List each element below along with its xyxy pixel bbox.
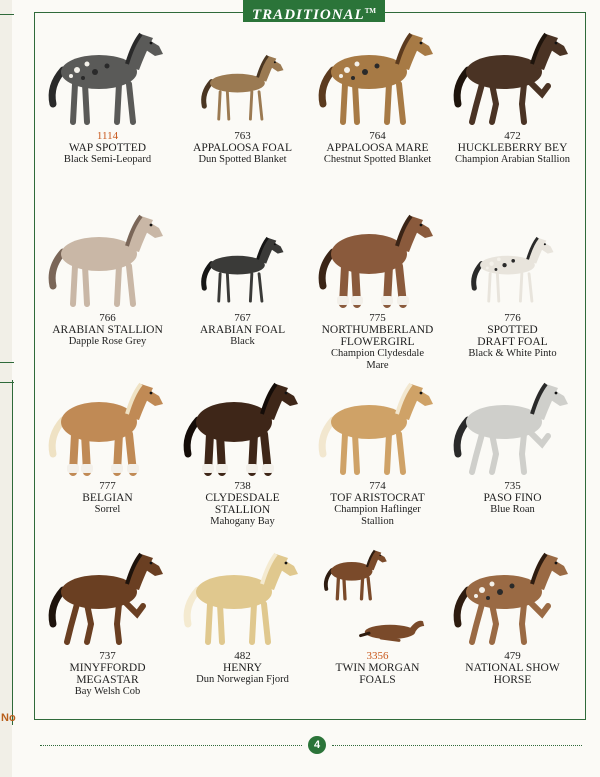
page-number: 4: [308, 736, 326, 754]
section-title: TRADITIONAL: [252, 7, 365, 23]
model-entry: [175, 206, 310, 374]
model-entry: [310, 544, 445, 714]
horse-model-image: [43, 206, 173, 310]
model-entry: [40, 206, 175, 374]
model-name: MINYFFORDD: [69, 662, 146, 674]
model-entry: [175, 24, 310, 206]
model-color-description: Champion Arabian Stallion: [455, 154, 570, 165]
model-name: TOF ARISTOCRAT: [330, 492, 425, 504]
horse-model-image: [313, 24, 443, 128]
model-name: APPALOOSA MARE: [326, 142, 429, 154]
horse-model-image: [178, 206, 308, 310]
model-color-description: Blue Roan: [490, 504, 535, 515]
model-number: 764: [369, 130, 386, 142]
model-number: 737: [99, 650, 116, 662]
model-entry: [175, 374, 310, 544]
model-name: NORTHUMBERLAND: [321, 324, 434, 336]
model-name: CLYDESDALE: [205, 492, 280, 504]
model-color-description: Dun Norwegian Fjord: [196, 674, 289, 685]
model-name: WAP SPOTTED: [68, 142, 147, 154]
horse-model-image: [448, 206, 578, 310]
model-number: 774: [369, 480, 386, 492]
model-color-description: Champion Haflinger: [334, 504, 421, 515]
horse-model-image: [448, 544, 578, 648]
horse-model-image: [448, 24, 578, 128]
model-number: 1114: [96, 130, 119, 142]
model-color-description: Mahogany Bay: [210, 516, 275, 527]
model-color-description: Stallion: [361, 516, 394, 527]
model-name: HUCKLEBERRY BEY: [457, 142, 568, 154]
section-banner: [243, 0, 385, 22]
model-color-description: Dapple Rose Grey: [68, 336, 147, 347]
model-grid: [40, 24, 580, 714]
model-entry: [445, 24, 580, 206]
model-number: 738: [234, 480, 251, 492]
model-caption: [64, 130, 151, 166]
edge-text: No: [1, 712, 16, 724]
horse-model-image: [178, 374, 308, 478]
model-entry: [445, 206, 580, 374]
horse-model-image: [448, 374, 578, 478]
model-entry: [175, 544, 310, 714]
model-color-description: Chestnut Spotted Blanket: [323, 154, 432, 165]
model-caption: [193, 130, 292, 166]
model-color-description: Black & White Pinto: [468, 348, 557, 359]
model-name: STALLION: [214, 504, 271, 516]
model-entry: [445, 374, 580, 544]
model-name: FLOWERGIRL: [340, 336, 415, 348]
model-name: HENRY: [223, 662, 262, 674]
model-entry: [310, 206, 445, 374]
model-color-description: Sorrel: [94, 504, 121, 515]
model-number: 763: [234, 130, 251, 142]
model-entry: [310, 374, 445, 544]
model-caption: [196, 650, 289, 686]
trademark: TM: [364, 7, 376, 15]
model-entry: [40, 374, 175, 544]
model-name: MEGASTAR: [76, 674, 139, 686]
model-caption: [483, 480, 541, 516]
model-caption: [322, 312, 434, 372]
model-number: 479: [504, 650, 521, 662]
model-name: ARABIAN STALLION: [52, 324, 163, 336]
model-name: ARABIAN FOAL: [199, 324, 286, 336]
model-name: PASO FINO: [483, 492, 542, 504]
model-color-description: Champion Clydesdale: [330, 348, 424, 359]
model-caption: [465, 650, 559, 686]
model-caption: [335, 650, 419, 686]
model-number: 3356: [366, 650, 389, 662]
model-color-description: Black: [230, 336, 255, 347]
edge-rule: [0, 362, 14, 363]
model-name: BELGIAN: [82, 492, 133, 504]
model-number: 776: [504, 312, 521, 324]
model-caption: [200, 312, 285, 348]
model-number: 777: [99, 480, 116, 492]
model-number: 735: [504, 480, 521, 492]
model-name: SPOTTED: [487, 324, 538, 336]
model-caption: [455, 130, 570, 166]
horse-model-image: [178, 544, 308, 648]
model-caption: [330, 480, 424, 528]
model-name: HORSE: [493, 674, 532, 686]
horse-model-image: [43, 24, 173, 128]
adjacent-page-edge: [0, 0, 12, 777]
footer-dotted-rule: [40, 745, 302, 746]
footer-dotted-rule: [332, 745, 582, 746]
model-name: FOALS: [359, 674, 396, 686]
model-entry: [40, 544, 175, 714]
model-number: 766: [99, 312, 116, 324]
model-color-description: Mare: [366, 360, 389, 371]
horse-model-image: [43, 544, 173, 648]
model-entry: [40, 24, 175, 206]
horse-model-image: [313, 374, 443, 478]
model-caption: [324, 130, 431, 166]
model-caption: [205, 480, 279, 528]
model-number: 775: [369, 312, 386, 324]
model-color-description: Black Semi-Leopard: [63, 154, 152, 165]
model-name: DRAFT FOAL: [477, 336, 548, 348]
model-number: 767: [234, 312, 251, 324]
edge-rule: [0, 14, 14, 15]
horse-model-image: [313, 206, 443, 310]
model-number: 482: [234, 650, 251, 662]
horse-model-image: [313, 544, 443, 648]
model-color-description: Dun Spotted Blanket: [198, 154, 287, 165]
edge-rule: [12, 380, 13, 725]
model-caption: [69, 650, 145, 698]
model-color-description: Bay Welsh Cob: [74, 686, 141, 697]
model-caption: [82, 480, 132, 516]
model-number: 472: [504, 130, 521, 142]
model-name: APPALOOSA FOAL: [193, 142, 292, 154]
model-caption: [52, 312, 163, 348]
model-name: NATIONAL SHOW: [465, 662, 560, 674]
model-entry: [445, 544, 580, 714]
horse-model-image: [43, 374, 173, 478]
model-entry: [310, 24, 445, 206]
horse-model-image: [178, 24, 308, 128]
model-name: TWIN MORGAN: [335, 662, 420, 674]
model-caption: [468, 312, 556, 360]
